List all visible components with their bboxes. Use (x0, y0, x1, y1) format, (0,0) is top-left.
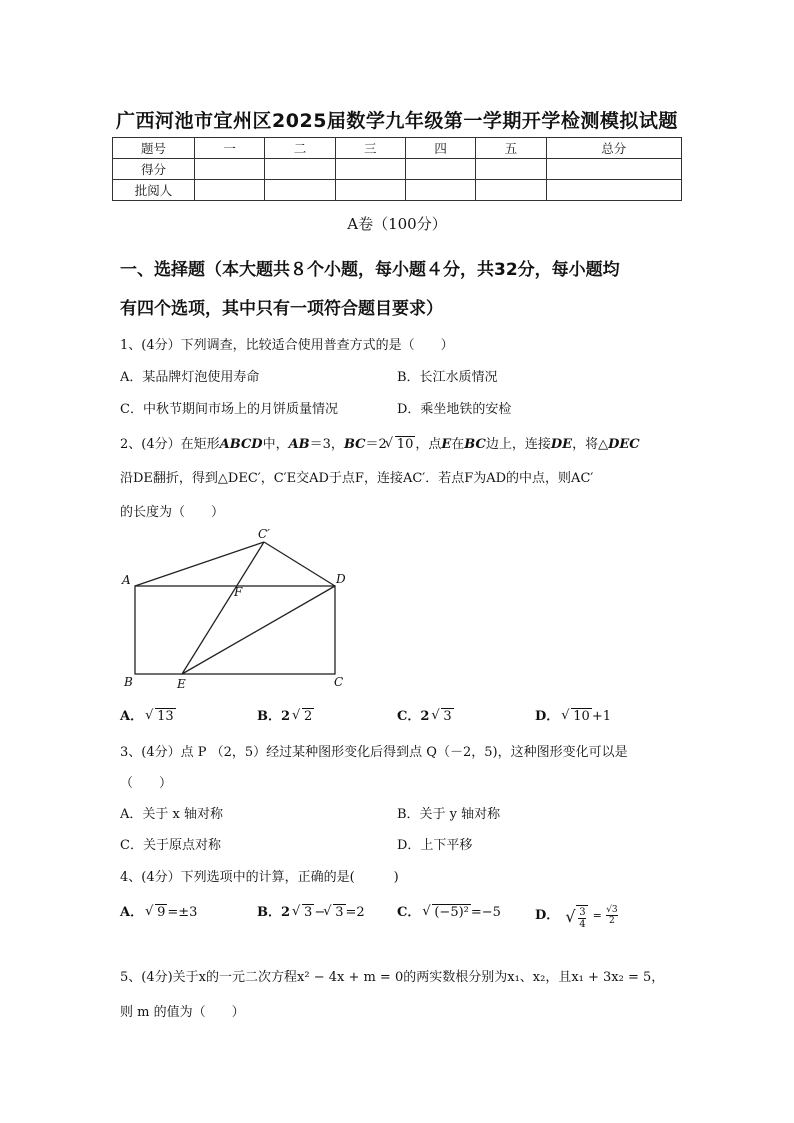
q2-segment-ab: AB (288, 437, 310, 452)
score-cell (195, 159, 265, 180)
score-cell (335, 180, 405, 201)
q2-stem-line2: 沿DE翻折，得到△DEC′，C′E交AD于点F，连接AC′．若点F为AD的中点，则AC′ (120, 471, 594, 486)
rectangle-abcd (135, 586, 335, 674)
option-tail: =2 (345, 905, 365, 920)
option-label: D． (535, 709, 560, 724)
sqrt (563, 709, 592, 724)
q2-geometry-figure (112, 520, 362, 695)
q3-option-a: A．关于 x 轴对称 (120, 807, 223, 822)
q4-option-b (257, 901, 365, 920)
option-label: A． (120, 905, 144, 920)
score-table-header: 五 (476, 138, 546, 159)
q2-text: 边上，连接 (485, 437, 551, 452)
sqrt (424, 905, 471, 920)
radicand: (−5)² (434, 905, 469, 920)
section-a-heading: A卷（100分） (347, 215, 447, 233)
q5-stem-line2: 则 m 的值为（ ） (120, 1005, 245, 1020)
score-cell (195, 180, 265, 201)
q2-text: 2、(4分）在矩形 (120, 437, 220, 452)
score-cell (265, 180, 335, 201)
radicand: 3 (304, 905, 313, 920)
score-table-row-label: 批阅人 (113, 180, 195, 201)
option-label: C．2 (397, 709, 430, 724)
q2-text: ＝3， (309, 437, 344, 452)
score-cell (546, 180, 681, 201)
q3-option-b: B．关于 y 轴对称 (397, 807, 501, 822)
score-table-row-label: 得分 (113, 159, 195, 180)
q2-point-e: E (441, 437, 452, 452)
label-c: C (334, 675, 344, 689)
option-label: D． (535, 908, 560, 923)
option-label: B．2 (257, 905, 291, 920)
score-table-header: 二 (265, 138, 335, 159)
fraction (606, 905, 618, 926)
q1-option-d: D．乘坐地铁的安检 (397, 402, 512, 417)
segment-ac-prime (135, 542, 264, 586)
q2-option-c (397, 705, 454, 724)
q2-option-a (120, 705, 176, 724)
page-title: 广西河池市宜州区2025届数学九年级第一学期开学检测模拟试题 (116, 110, 678, 132)
option-tail: =−5 (470, 905, 501, 920)
segment-c-prime-d (264, 542, 335, 586)
q2-text: ，点 (415, 437, 442, 452)
sqrt (147, 709, 176, 724)
sqrt-fraction: √ $\frac{3}{4}$ (567, 905, 588, 930)
q3-stem-line1: 3、(4分）点 P （2，5）经过某种图形变化后得到点 Q（－2，5)，这种图形变化可以是 (120, 745, 628, 760)
score-table-header-row (113, 138, 682, 159)
q3-stem-line2: （ ） (120, 776, 173, 791)
q2-segment-de: DE (550, 437, 573, 452)
q5-stem-line1: 5、(4分)关于x的一元二次方程x² − 4x + m = 0的两实数根分别为x₁、x₂，且x₁ + 3x₂ = 5， (120, 970, 665, 985)
score-table-header: 三 (335, 138, 405, 159)
fraction-numerator: 3 (579, 907, 586, 918)
section1-heading-line2: 有四个选项，其中只有一项符合题目要求） (120, 299, 443, 319)
score-table-row (113, 159, 682, 180)
q2-text: ＝2 (365, 437, 387, 452)
q1-option-b: B．长江水质情况 (397, 370, 498, 385)
q1-stem: 1、(4分）下列调查，比较适合使用普查方式的是（ ） (120, 338, 454, 353)
q2-stem-line3: 的长度为（ ） (120, 505, 225, 520)
q4-option-c (397, 901, 501, 920)
q2-rect-name: ABCD (219, 437, 263, 452)
radicand: 10 (573, 709, 590, 724)
label-e: E (177, 677, 186, 691)
option-tail: +1 (591, 709, 611, 724)
option-label: B．2 (257, 709, 291, 724)
radicand: 9 (157, 905, 166, 920)
option-label: C． (397, 905, 421, 920)
q2-triangle-dec: DEC (608, 437, 640, 452)
score-cell (335, 159, 405, 180)
q4-option-d (535, 901, 618, 930)
segment-c-prime-e (182, 542, 264, 674)
q1-option-a: A．某品牌灯泡使用寿命 (120, 370, 260, 385)
sqrt (147, 905, 167, 920)
q2-segment-bc: BC (464, 437, 486, 452)
score-cell (405, 159, 475, 180)
q2-radicand: 10 (396, 437, 414, 452)
score-table-header: 总分 (546, 138, 681, 159)
option-tail: =±3 (167, 905, 198, 920)
q2-sqrt (387, 437, 416, 452)
q2-option-b (257, 705, 314, 724)
label-f: F (234, 585, 243, 599)
sqrt (325, 905, 345, 920)
radicand: 3 (335, 905, 344, 920)
q3-option-d: D．上下平移 (397, 838, 473, 853)
sqrt (294, 905, 314, 920)
sqrt (294, 709, 314, 724)
score-table-header: 四 (405, 138, 475, 159)
score-cell (265, 159, 335, 180)
q2-stem-line1 (120, 433, 640, 452)
q2-text: 在 (451, 437, 465, 452)
radicand: 13 (157, 709, 174, 724)
sqrt (433, 709, 453, 724)
score-cell (405, 180, 475, 201)
q4-option-a (120, 901, 197, 920)
option-label: A． (120, 709, 144, 724)
score-cell (546, 159, 681, 180)
q3-option-c: C．关于原点对称 (120, 838, 221, 853)
label-c-prime: C′ (258, 527, 270, 541)
score-table-row (113, 180, 682, 201)
minus-sign: − (314, 905, 326, 920)
label-b: B (124, 675, 133, 689)
section1-heading-line1: 一、选择题（本大题共８个小题，每小题４分，共32分，每小题均 (120, 260, 620, 280)
fraction-denominator: 4 (579, 919, 586, 930)
equals-sign: = (592, 909, 602, 922)
score-cell (476, 159, 546, 180)
fraction-denominator: 2 (609, 916, 615, 926)
q2-text: 中， (262, 437, 289, 452)
score-table (112, 137, 682, 201)
q2-text: ，将△ (572, 437, 609, 452)
q2-segment-bc: BC (343, 437, 366, 452)
fraction-numerator: √3 (606, 905, 618, 915)
label-a: A (122, 573, 131, 587)
q4-stem: 4、(4分）下列选项中的计算，正确的是( ) (120, 870, 399, 885)
radicand: 2 (304, 709, 313, 724)
score-cell (476, 180, 546, 201)
segment-de (182, 586, 335, 674)
q1-option-c: C．中秋节期间市场上的月饼质量情况 (120, 402, 338, 417)
q2-option-d (535, 705, 611, 724)
radicand: 3 (443, 709, 452, 724)
score-table-header: 题号 (113, 138, 195, 159)
label-d: D (336, 572, 346, 586)
score-table-header: 一 (195, 138, 265, 159)
